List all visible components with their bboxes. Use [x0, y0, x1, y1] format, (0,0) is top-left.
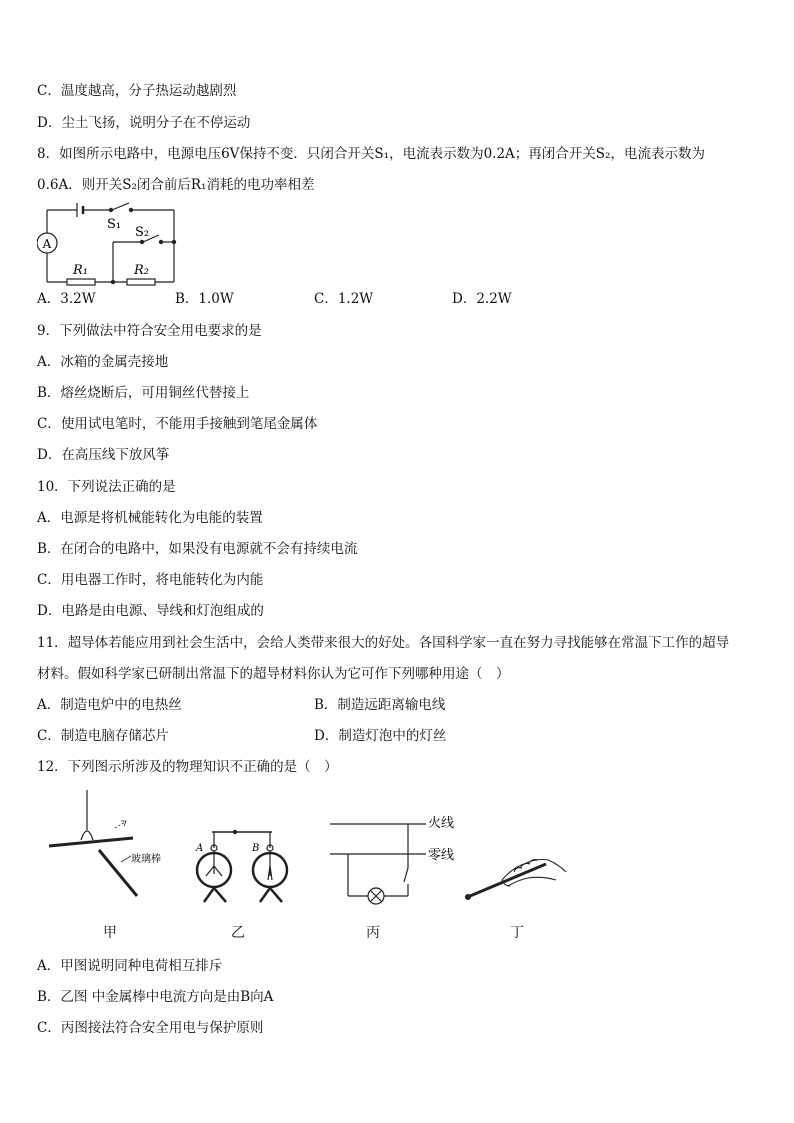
- q11-stem-line1: 11．超导体若能应用到社会生活中，会给人类带来很大的好处。各国科学家一直在努力寻找能够在常温下工作的超导: [37, 635, 730, 651]
- caption-jia: 甲: [103, 925, 117, 941]
- fig-bing-wiring: [328, 808, 463, 908]
- q8-stem-line2: 0.6A．则开关S₂闭合前后R₁消耗的电功率相差: [37, 177, 315, 193]
- caption-ding: 丁: [510, 925, 524, 941]
- ammeter-label: A: [42, 237, 52, 251]
- q12-option-b: B．乙图 中金属棒中电流方向是由B向A: [37, 989, 274, 1005]
- q7-option-d: D．尘土飞扬，说明分子在不停运动: [37, 115, 251, 131]
- q12-option-c: C．丙图接法符合安全用电与保护原则: [37, 1020, 264, 1036]
- r2-label: R₂: [134, 263, 149, 278]
- q11-option-a: A．制造电炉中的电热丝: [37, 697, 182, 713]
- q8-circuit-diagram: [37, 200, 182, 290]
- caption-yi: 乙: [231, 925, 245, 941]
- fig-yi-label-b: B: [252, 843, 260, 854]
- q9-option-d: D．在高压线下放风筝: [37, 447, 170, 463]
- s1-label: S₁: [107, 217, 122, 232]
- r1-label: R₁: [73, 263, 88, 278]
- fig-jia-glass-rod: [45, 788, 175, 903]
- q11-option-d: D．制造灯泡中的灯丝: [314, 728, 447, 744]
- q11-option-b: B．制造远距离输电线: [314, 697, 446, 713]
- fig-jia-glass-rod-label: 玻璃棒: [131, 854, 161, 865]
- fig-bing-neutral-label: 零线: [428, 848, 455, 863]
- s2-label: S₂: [135, 225, 150, 240]
- q10-option-b: B．在闭合的电路中，如果没有电源就不会有持续电流: [37, 541, 358, 557]
- q9-option-c: C．使用试电笔时，不能用手接触到笔尾金属体: [37, 416, 318, 432]
- q7-option-c: C．温度越高，分子热运动越剧烈: [37, 83, 237, 99]
- q8-option-d: D．2.2W: [452, 291, 512, 307]
- q11-stem-line2: 材料。假如科学家已研制出常温下的超导材料你认为它可作下列哪种用途（ ）: [37, 666, 510, 682]
- q10-option-c: C．用电器工作时，将电能转化为内能: [37, 572, 264, 588]
- q8-option-c: C．1.2W: [314, 291, 374, 307]
- q12-option-a: A．甲图说明同种电荷相互排斥: [37, 958, 223, 974]
- q10-stem: 10．下列说法正确的是: [37, 479, 176, 495]
- fig-yi-label-a: A: [196, 843, 204, 854]
- q11-option-c: C．制造电脑存储芯片: [37, 728, 169, 744]
- q8-option-a: A．3.2W: [37, 291, 96, 307]
- fig-ding-test-pen: [462, 850, 572, 910]
- q8-option-b: B．1.0W: [175, 291, 234, 307]
- fig-yi-electroscopes: [192, 826, 292, 906]
- q9-option-a: A．冰箱的金属壳接地: [37, 354, 169, 370]
- caption-bing: 丙: [366, 925, 380, 941]
- q9-stem: 9．下列做法中符合安全用电要求的是: [37, 323, 262, 339]
- q9-option-b: B．熔丝烧断后，可用铜丝代替接上: [37, 385, 250, 401]
- q10-option-d: D．电路是由电源、导线和灯泡组成的: [37, 603, 264, 619]
- q8-stem-line1: 8．如图所示电路中，电源电压6V保持不变．只闭合开关S₁，电流表示数为0.2A；再闭合开关S₂，电流表示数为: [37, 146, 705, 162]
- q12-stem: 12．下列图示所涉及的物理知识不正确的是（ ）: [37, 759, 338, 775]
- fig-bing-live-label: 火线: [428, 816, 455, 831]
- q10-option-a: A．电源是将机械能转化为电能的装置: [37, 510, 263, 526]
